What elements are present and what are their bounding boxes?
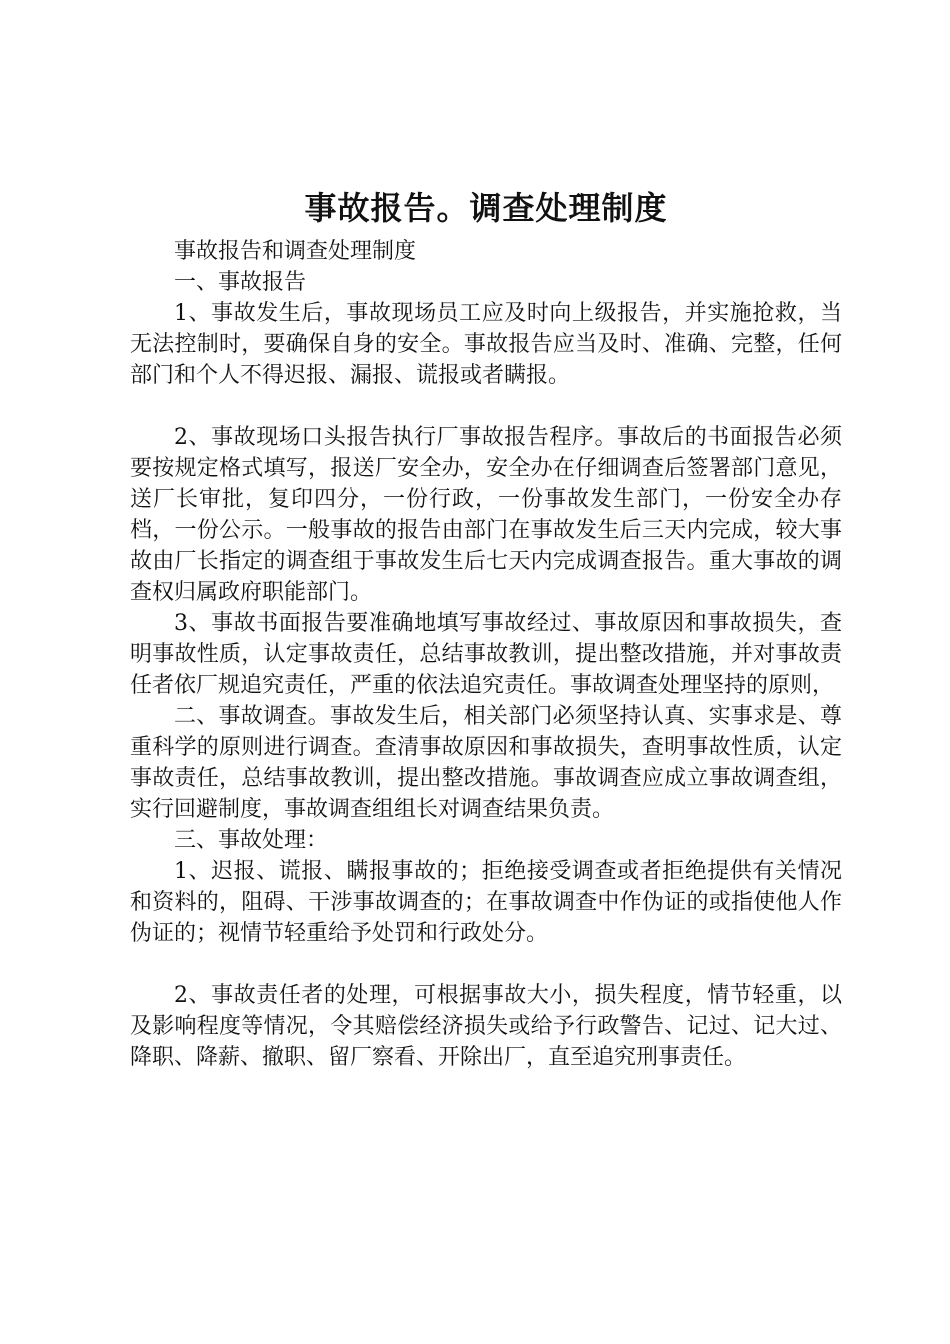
document-page [130,186,842,1073]
document-title: 事故报告。调查处理制度 [304,189,668,227]
paragraph-report-2: 2、事故现场口头报告执行厂事故报告程序。事故后的书面报告必须要按规定格式填写，报送厂安全办，安全办在仔细调查后签署部门意见，送厂长审批，复印四分，一份行政，一份事故发生部门，一份安全办存档，一份公示。一般事故的报告由部门在事故发生后三天内完成，较大事故由厂长指定的调查组于事故发生后七天内完成调查报告。重大事故的调查权归属政府职能部门。 [130,425,842,605]
paragraph-handling-1: 1、迟报、谎报、瞒报事故的；拒绝接受调查或者拒绝提供有关情况和资料的，阻碍、干涉事故调查的；在事故调查中作伪证的或指使他人作伪证的；视情节轻重给予处罚和行政处分。 [130,859,842,946]
subtitle-paragraph: 事故报告和调查处理制度 [174,239,417,264]
paragraph-report-1: 1、事故发生后，事故现场员工应及时向上级报告，并实施抢救，当无法控制时，要确保自身的安全。事故报告应当及时、准确、完整，任何部门和个人不得迟报、漏报、谎报或者瞒报。 [130,301,842,388]
paragraph-investigation: 二、事故调查。事故发生后，相关部门必须坚持认真、实事求是、尊重科学的原则进行调查。查清事故原因和事故损失，查明事故性质，认定事故责任，总结事故教训，提出整改措施。事故调查应成立事故调查组，实行回避制度，事故调查组组长对调查结果负责。 [130,704,842,822]
paragraph-report-3: 3、事故书面报告要准确地填写事故经过、事故原因和事故损失，查明事故性质，认定事故责任，总结事故教训，提出整改措施，并对事故责任者依厂规追究责任，严重的依法追究责任。事故调查处理坚持的原则， [130,611,842,698]
section-heading-handling: 三、事故处理： [174,828,329,853]
section-heading-report: 一、事故报告 [174,270,307,295]
paragraph-handling-2: 2、事故责任者的处理，可根据事故大小，损失程度，情节轻重，以及影响程度等情况，令其赔偿经济损失或给予行政警告、记过、记大过、降职、降薪、撤职、留厂察看、开除出厂，直至追究刑事责任。 [130,983,842,1070]
